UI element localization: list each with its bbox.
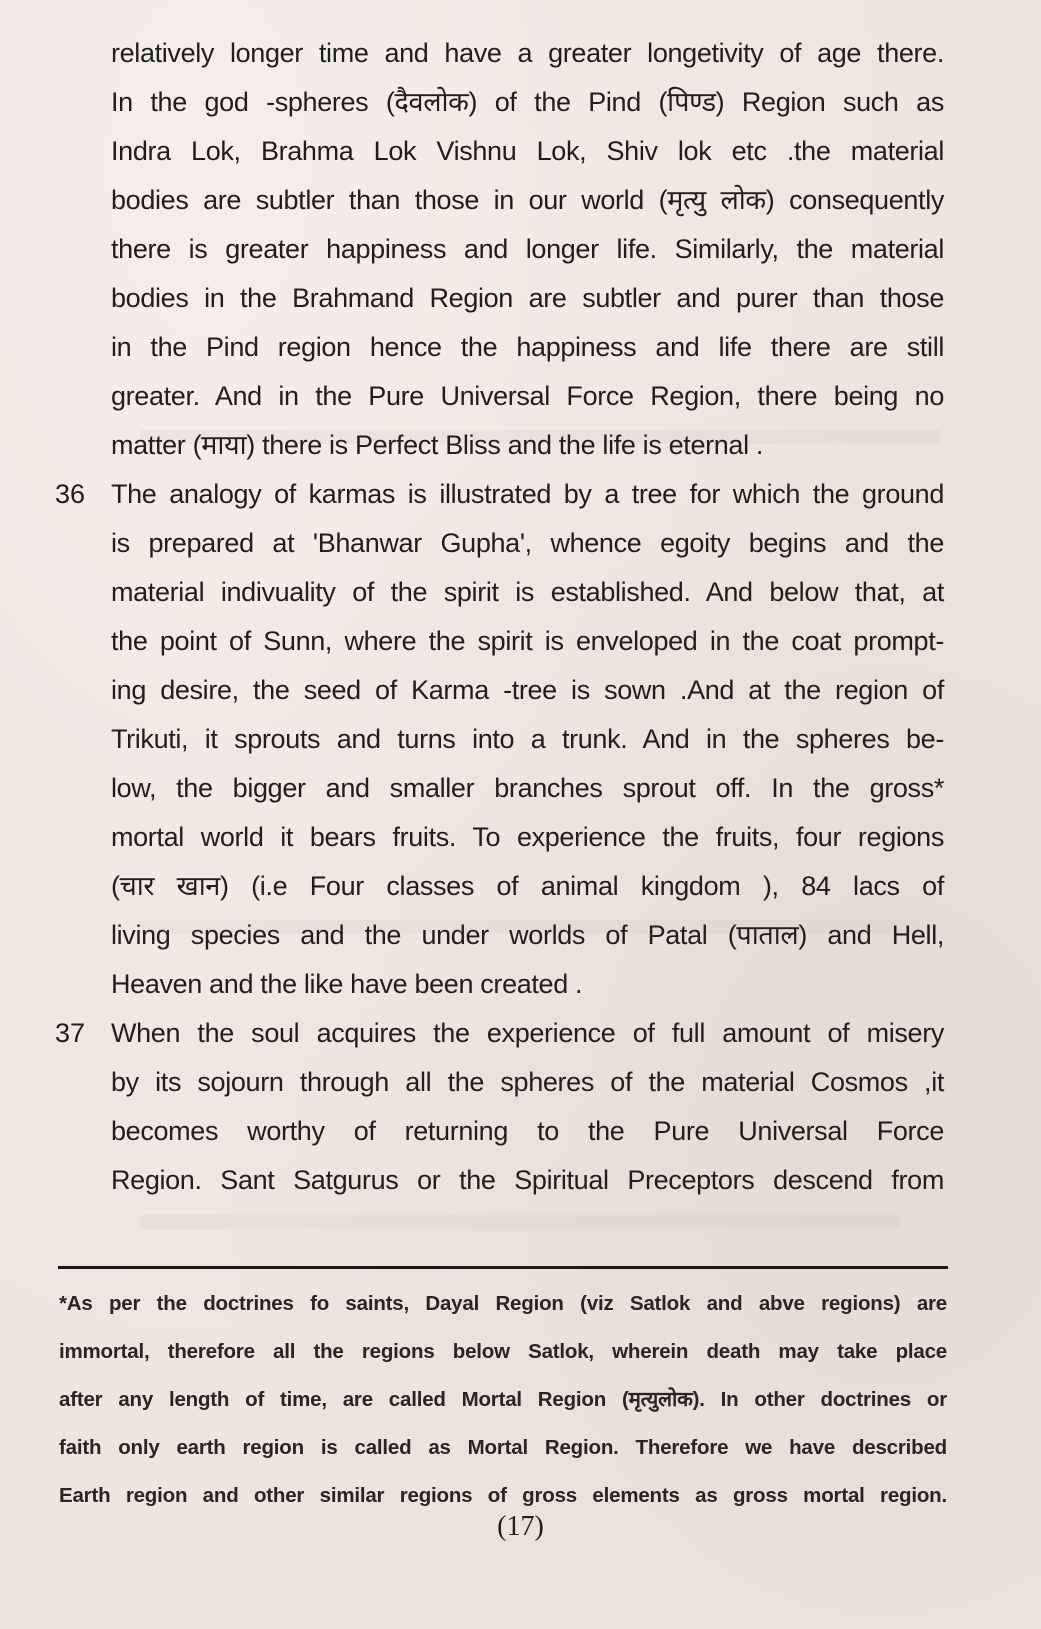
text-line: Indra Lok, Brahma Lok Vishnu Lok, Shiv lok etc .the material [111, 136, 944, 166]
bleed-through-texture [140, 1215, 900, 1229]
text-line: in the Pind region hence the happiness and life there are still [111, 332, 944, 362]
text-line: Heaven and the like have been created . [111, 969, 583, 999]
text-line: low, the bigger and smaller branches sprout off. In the gross* [111, 773, 944, 803]
text-line: there is greater happiness and longer life. Similarly, the material [111, 234, 944, 264]
footnote-line: faith only earth region is called as Mortal Region. Therefore we have described [59, 1436, 947, 1459]
page-number: (17) [497, 1511, 544, 1542]
paragraph-number: 36 [55, 479, 86, 509]
text-line: ing desire, the seed of Karma -tree is sown .And at the region of [111, 675, 944, 705]
text-line: mortal world it bears fruits. To experience the fruits, four regions [111, 822, 944, 852]
text-line: Region. Sant Satgurus or the Spiritual Preceptors descend from [111, 1165, 944, 1195]
text-line: The analogy of karmas is illustrated by a tree for which the ground [111, 479, 944, 509]
text-line: greater. And in the Pure Universal Force Region, there being no [111, 381, 944, 411]
text-line: becomes worthy of returning to the Pure Universal Force [111, 1116, 944, 1146]
text-line: Trikuti, it sprouts and turns into a trunk. And in the spheres be- [111, 724, 944, 754]
text-line: When the soul acquires the experience of full amount of misery [111, 1018, 944, 1048]
footnote-line: *As per the doctrines fo saints, Dayal Region (viz Satlok and abve regions) are [59, 1292, 947, 1315]
footnote-line: immortal, therefore all the regions below Satlok, wherein death may take place [59, 1340, 947, 1363]
text-line: (चार खान) (i.e Four classes of animal kingdom ), 84 lacs of [111, 871, 944, 901]
text-line: by its sojourn through all the spheres of the material Cosmos ,it [111, 1067, 944, 1097]
text-line: the point of Sunn, where the spirit is enveloped in the coat prompt- [111, 626, 944, 656]
text-line: bodies are subtler than those in our world (मृत्यु लोक) consequently [111, 185, 944, 215]
paragraph-number: 37 [55, 1018, 86, 1048]
footnote-divider [58, 1266, 948, 1269]
text-line: material indivuality of the spirit is established. And below that, at [111, 577, 944, 607]
text-line: In the god -spheres (दैवलोक) of the Pind (पिण्ड) Region such as [111, 87, 944, 117]
footnote-line: after any length of time, are called Mortal Region (मृत्युलोक). In other doctrines or [59, 1388, 947, 1411]
footnote-line: Earth region and other similar regions of gross elements as gross mortal region. [59, 1484, 947, 1507]
text-line: bodies in the Brahmand Region are subtler and purer than those [111, 283, 944, 313]
text-line: matter (माया) there is Perfect Bliss and the life is eternal . [111, 430, 764, 460]
text-line: is prepared at 'Bhanwar Gupha', whence egoity begins and the [111, 528, 944, 558]
text-line: relatively longer time and have a greater longetivity of age there. [111, 38, 944, 68]
text-line: living species and the under worlds of Patal (पाताल) and Hell, [111, 920, 944, 950]
